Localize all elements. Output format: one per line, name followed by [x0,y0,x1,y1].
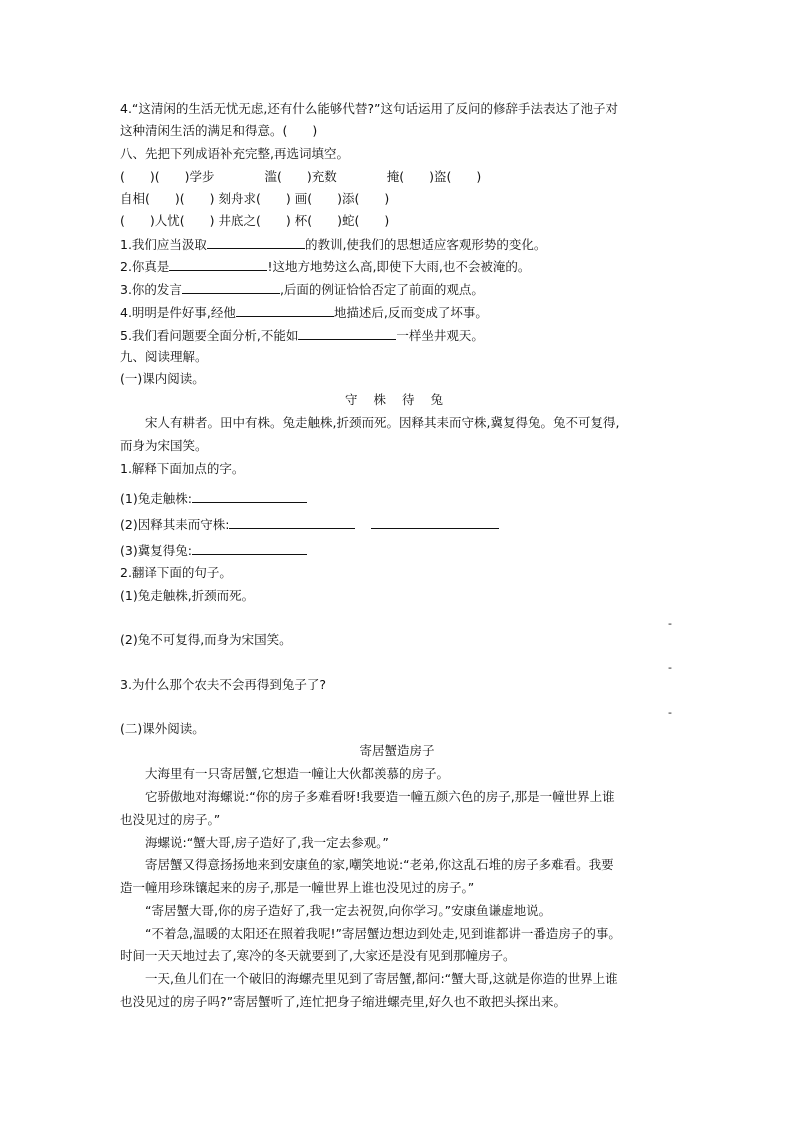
q2-item-1: (1)兔走触株,折颈而死。 [120,588,255,603]
story-2-para-3: 海螺说:“蟹大哥,房子造好了,我一定去参观。” [145,835,389,850]
q1-item-1-blank[interactable] [192,490,307,503]
fill-question-4 [120,304,488,321]
fill-5-blank[interactable] [298,327,396,340]
fill-4-blank[interactable] [236,304,334,317]
story-2-para-5: “寄居蟹大哥,你的房子造好了,我一定去祝贺,向你学习。”安康鱼谦虚地说。 [145,903,552,918]
story-2-para-4-line-1: 寄居蟹又得意扬扬地来到安康鱼的家,嘲笑地说:“老弟,你这乱石堆的房子多难看。我要 [145,857,614,872]
q1-item-1 [120,490,307,507]
q1-heading: 1.解释下面加点的字。 [120,461,245,476]
q1-item-3 [120,542,307,559]
q1-item-2-blank-1[interactable] [229,516,355,529]
answer-line-mark-3: - [668,706,672,719]
fill-1-suffix: 的教训,使我们的思想适应客观形势的变化。 [304,237,547,252]
fill-question-1 [120,236,546,253]
answer-line-mark-2: - [668,661,672,674]
fill-3-blank[interactable] [182,281,280,294]
fill-3-prefix: 3.你的发言 [120,282,182,297]
q2-heading: 2.翻译下面的句子。 [120,565,232,580]
fill-4-prefix: 4.明明是件好事,经他 [120,305,236,320]
story-1-line-2: 而身为宋国笑。 [120,438,208,453]
q1-item-3-blank[interactable] [192,542,307,555]
fill-4-suffix: 地描述后,反而变成了坏事。 [333,305,488,320]
idiom-row-3: ( )人忧( ) 井底之( ) 杯( )蛇( ) [120,213,390,228]
story-2-para-6-line-1: “不着急,温暖的太阳还在照着我呢!”寄居蟹边想边到处走,见到谁都讲一番造房子的事。 [145,926,621,941]
fill-1-blank[interactable] [207,236,305,249]
q1-item-2-blank-2[interactable] [371,516,499,529]
section-9-title: 九、阅读理解。 [120,349,208,364]
fill-2-blank[interactable] [169,258,267,271]
q1-item-2-label: (2)因释其耒而守株: [120,517,230,532]
story-2-para-1: 大海里有一只寄居蟹,它想造一幢让大伙都羡慕的房子。 [145,766,449,781]
fill-3-suffix: ,后面的例证恰恰否定了前面的观点。 [279,282,484,297]
q1-item-2 [120,516,499,533]
q1-item-1-label: (1)兔走触株: [120,491,192,506]
fill-question-2 [120,258,530,275]
story-2-title: 寄居蟹造房子 [359,743,435,758]
part-1-heading: (一)课内阅读。 [120,371,205,386]
story-1-line-1: 宋人有耕者。田中有株。兔走触株,折颈而死。因释其耒而守株,冀复得兔。兔不可复得, [145,415,620,430]
idiom-row-2: 自相( )( ) 刻舟求( ) 画( )添( ) [120,191,390,206]
fill-2-suffix: !这地方地势这么高,即使下大雨,也不会被淹的。 [267,259,531,274]
question-4-line-2: 这种清闲生活的满足和得意。( ) [120,123,318,138]
answer-line-mark-1: - [668,617,672,630]
story-2-para-2-line-2: 也没见过的房子。” [120,812,221,827]
question-4-line-1: 4.“这清闲的生活无忧无虑,还有什么能够代替?”这句话运用了反问的修辞手法表达了池子对 [120,101,618,116]
story-2-para-2-line-1: 它骄傲地对海螺说:“你的房子多难看呀!我要造一幢五颜六色的房子,那是一幢世界上谁 [145,789,615,804]
section-8-title: 八、先把下列成语补充完整,再选词填空。 [120,146,349,161]
story-2-para-4-line-2: 造一幢用珍珠镶起来的房子,那是一幢世界上谁也没见过的房子。” [120,880,475,895]
fill-question-5 [120,327,484,344]
story-2-para-7-line-1: 一天,鱼儿们在一个破旧的海螺壳里见到了寄居蟹,都问:“蟹大哥,这就是你造的世界上谁 [145,971,618,986]
story-2-para-6-line-2: 时间一天天地过去了,寒冷的冬天就要到了,大家还是没有见到那幢房子。 [120,948,516,963]
fill-1-prefix: 1.我们应当汲取 [120,237,207,252]
story-1-title: 守 株 待 兔 [345,392,449,407]
fill-2-prefix: 2.你真是 [120,259,170,274]
fill-question-3 [120,281,484,298]
fill-5-suffix: 一样坐井观天。 [396,328,484,343]
story-2-para-7-line-2: 也没见过的房子吗?”寄居蟹听了,连忙把身子缩进螺壳里,好久也不敢把头探出来。 [120,994,567,1009]
q2-item-2: (2)兔不可复得,而身为宋国笑。 [120,632,292,647]
idiom-row-1: ( )( )学步 滥( )充数 掩( )盗( ) [120,169,482,184]
q1-item-3-label: (3)冀复得兔: [120,543,192,558]
part-2-heading: (二)课外阅读。 [120,721,205,736]
fill-5-prefix: 5.我们看问题要全面分析,不能如 [120,328,299,343]
q3-heading: 3.为什么那个农夫不会再得到兔子了? [120,677,327,692]
